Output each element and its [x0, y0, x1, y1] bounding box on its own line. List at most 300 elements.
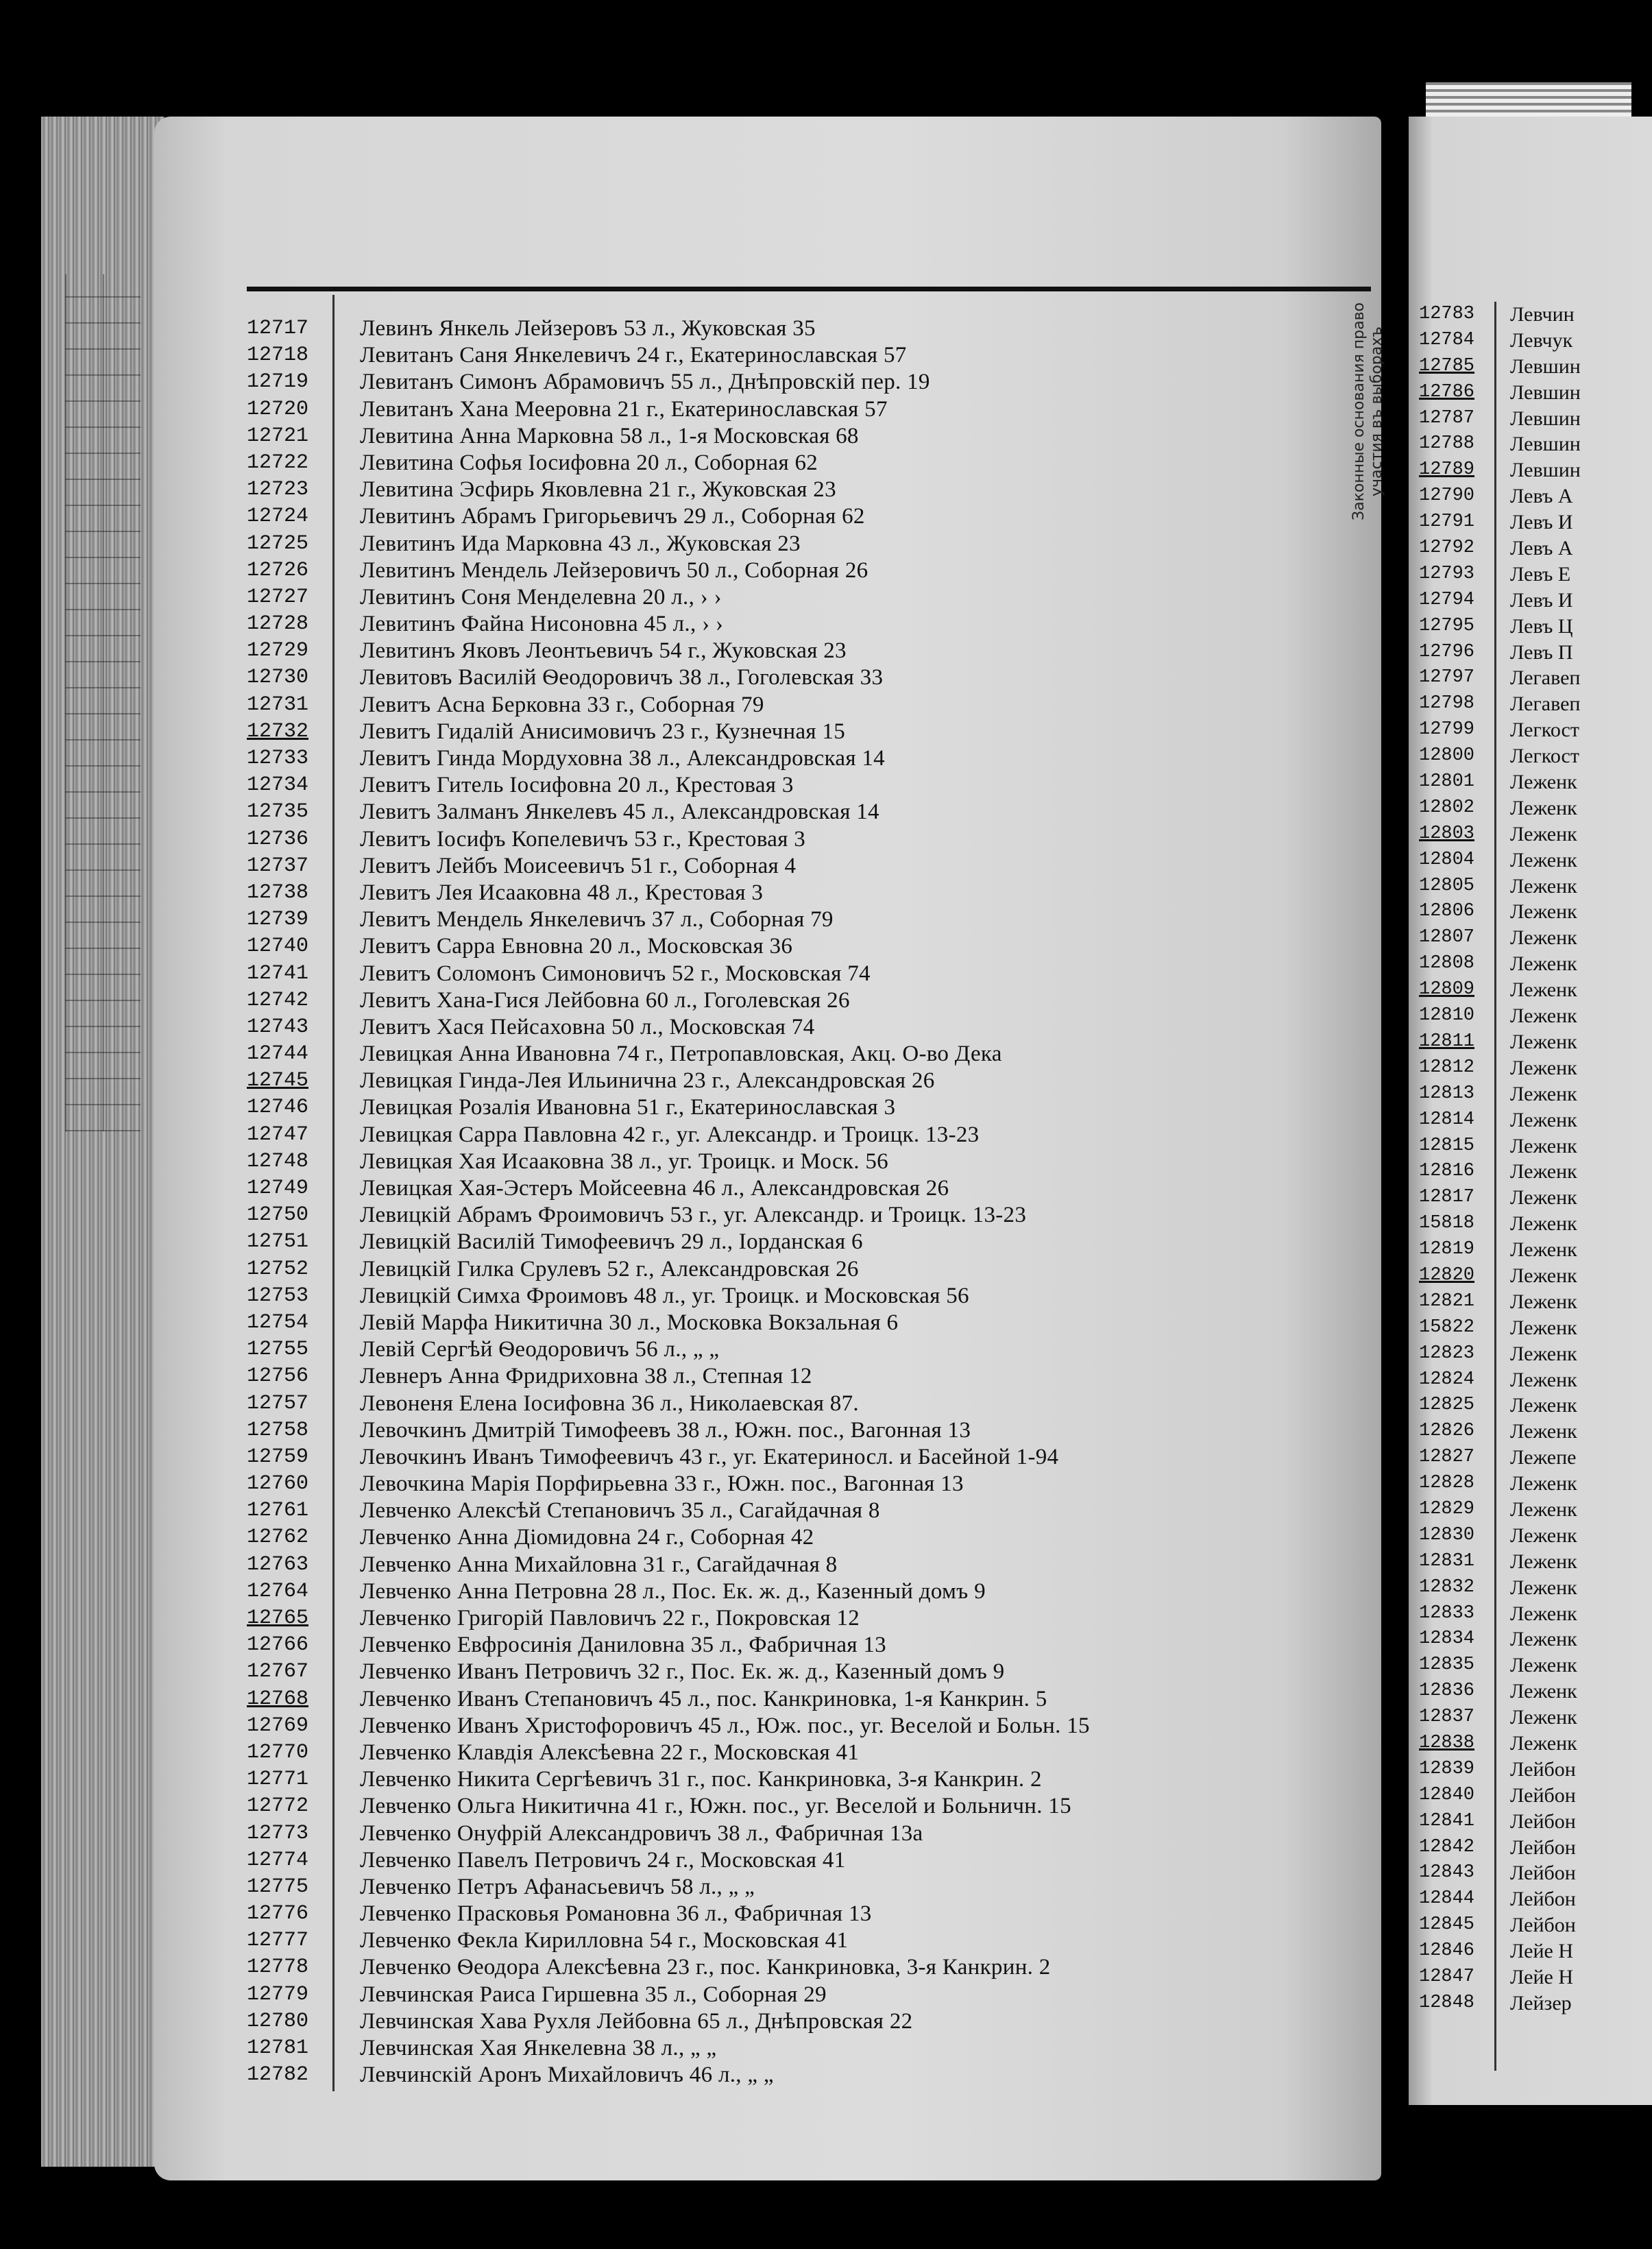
- entry-number: 12836: [1419, 1681, 1475, 1702]
- entry-number: 12805: [1419, 875, 1475, 896]
- list-row: [1419, 431, 1652, 457]
- entry-number: 12743: [247, 1015, 309, 1039]
- list-row: [247, 1229, 1371, 1255]
- entry-number: 12804: [1419, 849, 1475, 870]
- entry-text: Леженк: [1510, 1316, 1577, 1339]
- list-row: [1419, 562, 1652, 588]
- entry-number: 12722: [247, 450, 309, 474]
- entry-text: Левицкій Гилка Срулевъ 52 г., Александровская 26: [360, 1256, 859, 1282]
- entry-number: 12812: [1419, 1057, 1475, 1078]
- entry-number: 12795: [1419, 615, 1475, 636]
- entry-text: Леженк: [1510, 1342, 1577, 1365]
- entry-number: 12737: [247, 854, 309, 878]
- entry-text: Легавеп: [1510, 666, 1581, 690]
- entry-number: 12810: [1419, 1005, 1475, 1026]
- entry-number: 12847: [1419, 1967, 1475, 1987]
- entry-text: Левитъ Соломонъ Симоновичъ 52 г., Московская 74: [360, 961, 871, 986]
- entry-text: Левитанъ Симонъ Абрамовичъ 55 л., Днѣпровскій пер. 19: [360, 370, 930, 395]
- entry-number: 12754: [247, 1310, 309, 1334]
- entry-number: 12788: [1419, 433, 1475, 455]
- list-row: [247, 1498, 1371, 1524]
- entry-number: 12777: [247, 1929, 309, 1953]
- entry-number: 12833: [1419, 1602, 1475, 1624]
- list-row: [247, 584, 1371, 611]
- entry-text: Лейбон: [1510, 1757, 1576, 1781]
- entry-number: 12766: [247, 1633, 309, 1657]
- entry-text: Левитинъ Соня Менделевна 20 л., › ›: [360, 584, 722, 610]
- list-row: [247, 961, 1371, 987]
- list-row: [247, 315, 1371, 342]
- entry-text: Левшин: [1510, 381, 1581, 404]
- entry-text: Левченко Иванъ Петровичъ 32 г., Пос. Ек. ж. д., Казенный домъ 9: [360, 1659, 1005, 1685]
- list-row: [1419, 1419, 1652, 1445]
- right-voter-list: [1419, 302, 1652, 2017]
- list-row: [1419, 1731, 1652, 1757]
- entry-number: 12844: [1419, 1888, 1475, 1910]
- list-row: [1419, 795, 1652, 821]
- entry-text: Левицкая Сарра Павловна 42 г., уг. Александр. и Троицк. 13-23: [360, 1122, 980, 1147]
- entry-text: Левшин: [1510, 407, 1581, 430]
- entry-text: Леженк: [1510, 771, 1577, 794]
- entry-text: Левитъ Асна Берковна 33 г., Соборная 79: [360, 692, 764, 717]
- list-row: [1419, 614, 1652, 640]
- list-row: [247, 1766, 1371, 1793]
- list-row: [247, 1901, 1371, 1927]
- entry-text: Левчинская Раиса Гиршевна 35 л., Соборная 29: [360, 1982, 827, 2007]
- list-row: [1419, 1835, 1652, 1861]
- list-row: [247, 1122, 1371, 1148]
- list-row: [247, 557, 1371, 584]
- entry-text: Леженк: [1510, 1654, 1577, 1677]
- entry-number: 12817: [1419, 1187, 1475, 1208]
- list-row: [1419, 743, 1652, 769]
- entry-number: 12820: [1419, 1264, 1475, 1286]
- entry-number: 12724: [247, 505, 309, 529]
- list-row: [1419, 1497, 1652, 1523]
- entry-number: 12781: [247, 2036, 309, 2060]
- list-row: [1419, 536, 1652, 562]
- entry-text: Леженк: [1510, 1264, 1577, 1287]
- list-row: [1419, 1523, 1652, 1549]
- entry-text: Левитъ Залманъ Янкелевъ 45 л., Александровская 14: [360, 799, 879, 825]
- list-row: [247, 1552, 1371, 1578]
- entry-number: 12811: [1419, 1031, 1475, 1052]
- entry-number: 12780: [247, 2009, 309, 2033]
- entry-number: 12829: [1419, 1498, 1475, 1519]
- list-row: [247, 1713, 1371, 1740]
- entry-number: 12840: [1419, 1784, 1475, 1805]
- entry-number: 12729: [247, 639, 309, 663]
- entry-number: 12789: [1419, 459, 1475, 481]
- entry-text: Левитъ Гитель Іосифовна 20 л., Крестовая 3: [360, 773, 794, 798]
- list-row: [247, 2008, 1371, 2035]
- entry-number: 12718: [247, 344, 309, 368]
- list-row: [1419, 1938, 1652, 1964]
- entry-text: Левитинъ Яковъ Леонтьевичъ 54 г., Жуковская 23: [360, 638, 847, 664]
- entry-text: Левченко Ѳеодора Алексѣевна 23 г., пос. Канкриновка, 3-я Канкрин. 2: [360, 1955, 1051, 1980]
- list-row: [1419, 1237, 1652, 1263]
- list-row: [1419, 1159, 1652, 1185]
- list-row: [247, 1068, 1371, 1094]
- list-row: [247, 826, 1371, 853]
- list-row: [247, 1982, 1371, 2008]
- entry-text: Левитанъ Саня Янкелевичъ 24 г., Екатеринославская 57: [360, 343, 907, 368]
- list-row: [247, 799, 1371, 826]
- entry-text: Левицкій Симха Фроимовъ 48 л., уг. Троицк. и Московская 56: [360, 1283, 969, 1308]
- entry-text: Легкост: [1510, 719, 1579, 742]
- entry-text: Леженк: [1510, 822, 1577, 845]
- list-row: [1419, 1601, 1652, 1627]
- entry-text: Леженк: [1510, 1108, 1577, 1131]
- entry-text: Левъ Ц: [1510, 614, 1573, 638]
- entry-text: Лейбон: [1510, 1888, 1576, 1911]
- list-row: [1419, 1471, 1652, 1497]
- entry-number: 12846: [1419, 1940, 1475, 1962]
- entry-text: Левитъ Сарра Евновна 20 л., Московская 36: [360, 934, 793, 959]
- voter-list: [247, 315, 1371, 2089]
- list-row: [1419, 457, 1652, 483]
- entry-number: 12741: [247, 961, 309, 985]
- list-row: [247, 1578, 1371, 1605]
- list-row: [247, 692, 1371, 719]
- list-row: [247, 477, 1371, 503]
- entry-number: 12839: [1419, 1758, 1475, 1779]
- entry-text: Легавеп: [1510, 693, 1581, 716]
- entry-number: 12749: [247, 1177, 309, 1200]
- entry-text: Левинъ Янкель Лейзеровъ 53 л., Жуковская 35: [360, 316, 816, 341]
- entry-number: 12723: [247, 478, 309, 502]
- entry-text: Леженк: [1510, 900, 1577, 924]
- entry-text: Левченко Григорій Павловичъ 22 г., Покровская 12: [360, 1606, 860, 1631]
- entry-text: Левицкая Гинда-Лея Ильинична 23 г., Александровская 26: [360, 1068, 935, 1094]
- entry-number: 12761: [247, 1499, 309, 1523]
- entry-text: Левицкая Хая Исааковна 38 л., уг. Троицк. и Моск. 56: [360, 1148, 888, 1174]
- entry-text: Левитъ Лейбъ Моисеевичъ 51 г., Соборная 4: [360, 853, 797, 878]
- list-row: [1419, 1809, 1652, 1835]
- entry-text: Леженк: [1510, 874, 1577, 898]
- entry-number: 12783: [1419, 304, 1475, 324]
- entry-number: 12717: [247, 317, 309, 340]
- list-row: [1419, 847, 1652, 874]
- entry-text: Левитина Софья Іосифовна 20 л., Соборная 62: [360, 450, 818, 475]
- list-row: [1419, 874, 1652, 900]
- entry-number: 12769: [247, 1713, 309, 1737]
- entry-number: 12740: [247, 935, 309, 959]
- entry-number: 12785: [1419, 355, 1475, 376]
- entry-number: 12732: [247, 719, 309, 743]
- page-fold-strip: [1426, 82, 1631, 117]
- list-row: [247, 880, 1371, 906]
- entry-number: 12748: [247, 1149, 309, 1173]
- list-row: [247, 1014, 1371, 1041]
- entry-text: Лейзер: [1510, 1991, 1572, 2015]
- list-row: [247, 1659, 1371, 1685]
- list-row: [247, 369, 1371, 396]
- entry-text: Лейе Н: [1510, 1940, 1573, 1963]
- entry-text: Леженк: [1510, 1472, 1577, 1495]
- list-row: [1419, 977, 1652, 1003]
- entry-number: 12826: [1419, 1421, 1475, 1442]
- entry-text: Леженк: [1510, 1550, 1577, 1573]
- list-row: [1419, 302, 1652, 328]
- list-row: [247, 745, 1371, 772]
- entry-text: Левій Марфа Никитична 30 л., Московка Вокзальная 6: [360, 1310, 899, 1335]
- list-row: [247, 1336, 1371, 1363]
- entry-text: Левчук: [1510, 328, 1573, 352]
- list-row: [1419, 588, 1652, 614]
- list-row: [247, 1202, 1371, 1229]
- entry-text: Леженк: [1510, 1680, 1577, 1703]
- entry-text: Леженк: [1510, 1368, 1577, 1391]
- list-row: [1419, 1912, 1652, 1938]
- list-row: [247, 1283, 1371, 1310]
- entry-number: 12831: [1419, 1550, 1475, 1572]
- entry-number: 12800: [1419, 745, 1475, 767]
- entry-text: Левченко Анна Михайловна 31 г., Сагайдачная 8: [360, 1552, 838, 1577]
- entry-text: Левитъ Гидалій Анисимовичъ 23 г., Кузнечная 15: [360, 719, 846, 744]
- entry-text: Леженк: [1510, 1524, 1577, 1547]
- entry-number: 12750: [247, 1203, 309, 1227]
- entry-text: Левитинъ Мендель Лейзеровичъ 50 л., Соборная 26: [360, 557, 868, 583]
- entry-text: Лейбон: [1510, 1836, 1576, 1859]
- entry-text: Левшин: [1510, 459, 1581, 482]
- entry-text: Леженк: [1510, 1731, 1577, 1755]
- entry-text: Левчинская Хая Янкелевна 38 л., „ „: [360, 2036, 717, 2060]
- list-row: [1419, 483, 1652, 509]
- entry-number: 12727: [247, 585, 309, 609]
- entry-text: Левченко Клавдія Алексѣевна 22 г., Московская 41: [360, 1740, 860, 1765]
- entry-number: 12739: [247, 908, 309, 932]
- entry-number: 12803: [1419, 823, 1475, 844]
- entry-number: 12790: [1419, 485, 1475, 507]
- entry-number: 12824: [1419, 1369, 1475, 1390]
- list-row: [1419, 1263, 1652, 1289]
- entry-number: 12721: [247, 424, 309, 448]
- list-row: [1419, 1185, 1652, 1211]
- entry-text: Левицкая Анна Ивановна 74 г., Петропавловская, Акц. О-во Дека: [360, 1042, 1002, 1067]
- list-row: [247, 1820, 1371, 1847]
- list-row: [1419, 328, 1652, 354]
- entry-number: 12731: [247, 693, 309, 717]
- entry-number: 12793: [1419, 563, 1475, 584]
- list-row: [247, 1391, 1371, 1417]
- list-row: [247, 1148, 1371, 1175]
- entry-number: 12782: [247, 2063, 309, 2087]
- entry-number: 12744: [247, 1042, 309, 1066]
- list-row: [1419, 354, 1652, 380]
- entry-number: 12784: [1419, 329, 1475, 350]
- entry-text: Левъ А: [1510, 485, 1573, 508]
- entry-number: 12848: [1419, 1992, 1475, 2013]
- list-row: [247, 719, 1371, 745]
- entry-number: 12776: [247, 1902, 309, 1926]
- entry-text: Левчинскій Аронъ Михайловичъ 46 л., „ „: [360, 2062, 774, 2088]
- entry-number: 12760: [247, 1472, 309, 1496]
- list-row: [1419, 1705, 1652, 1731]
- list-row: [247, 2035, 1371, 2062]
- entry-text: Левицкая Розалія Ивановна 51 г., Екатеринославская 3: [360, 1095, 896, 1120]
- entry-text: Левнеръ Анна Фридриховна 38 л., Степная 12: [360, 1364, 812, 1389]
- entry-text: Леженк: [1510, 1212, 1577, 1236]
- entry-number: 12845: [1419, 1914, 1475, 1936]
- entry-text: Левитинъ Файна Нисоновна 45 л., › ›: [360, 612, 724, 637]
- list-row: [247, 423, 1371, 450]
- entry-text: Левитинъ Абрамъ Григорьевичъ 29 л., Соборная 62: [360, 504, 865, 529]
- entry-number: 12792: [1419, 538, 1475, 559]
- entry-number: 12736: [247, 827, 309, 851]
- entry-number: 15818: [1419, 1213, 1475, 1234]
- entry-text: Левитовъ Василій Ѳеодоровичъ 38 л., Гоголевская 33: [360, 665, 884, 690]
- header-rule: [247, 287, 1371, 291]
- entry-text: Леженк: [1510, 1628, 1577, 1651]
- list-row: [1419, 1341, 1652, 1367]
- entry-text: Левченко Никита Сергѣевичъ 31 г., пос. Канкриновка, 3-я Канкрин. 2: [360, 1767, 1042, 1792]
- list-row: [247, 531, 1371, 557]
- entry-text: Левченко Анна Діомидовна 24 г., Соборная 42: [360, 1525, 814, 1550]
- list-row: [1419, 1315, 1652, 1341]
- list-row: [1419, 899, 1652, 925]
- entry-number: 12735: [247, 800, 309, 824]
- entry-number: 12773: [247, 1821, 309, 1845]
- list-row: [247, 1927, 1371, 1954]
- entry-text: Левитъ Гинда Мордуховна 38 л., Александровская 14: [360, 746, 885, 771]
- entry-text: Леженк: [1510, 978, 1577, 1002]
- entry-text: Леженк: [1510, 1394, 1577, 1417]
- entry-text: Левицкій Абрамъ Фроимовичъ 53 г., уг. Александр. и Троицк. 13-23: [360, 1203, 1027, 1228]
- entry-text: Левченко Прасковья Романовна 36 л., Фабричная 13: [360, 1901, 872, 1927]
- entry-text: Леженк: [1510, 1498, 1577, 1521]
- entry-number: 12801: [1419, 771, 1475, 793]
- list-row: [247, 1175, 1371, 1202]
- list-row: [247, 450, 1371, 477]
- list-row: [247, 1041, 1371, 1068]
- entry-number: 12807: [1419, 927, 1475, 948]
- entry-number: 12835: [1419, 1655, 1475, 1676]
- list-row: [1419, 509, 1652, 536]
- entry-text: Левченко Иванъ Степановичъ 45 л., пос. Канкриновка, 1-я Канкрин. 5: [360, 1686, 1047, 1711]
- list-row: [247, 664, 1371, 691]
- entry-text: Левитъ Хана-Гися Лейбовна 60 л., Гоголевская 26: [360, 987, 850, 1013]
- list-row: [1419, 769, 1652, 795]
- entry-text: Леженк: [1510, 1238, 1577, 1262]
- list-row: [247, 906, 1371, 933]
- list-row: [247, 772, 1371, 799]
- entry-text: Левчин: [1510, 303, 1575, 326]
- entry-text: Левченко Евфросинія Даниловна 35 л., Фабричная 13: [360, 1633, 886, 1658]
- entry-number: 12832: [1419, 1576, 1475, 1598]
- list-row: [1419, 1029, 1652, 1055]
- entry-number: 12843: [1419, 1862, 1475, 1884]
- entry-number: 12821: [1419, 1290, 1475, 1312]
- list-row: [247, 1363, 1371, 1390]
- entry-number: 12787: [1419, 407, 1475, 429]
- list-row: [1419, 717, 1652, 743]
- entry-text: Лейбон: [1510, 1914, 1576, 1937]
- list-row: [1419, 1757, 1652, 1783]
- list-row: [1419, 1652, 1652, 1679]
- list-row: [1419, 1003, 1652, 1029]
- list-row: [1419, 1991, 1652, 2017]
- entry-text: Левъ А: [1510, 537, 1573, 560]
- entry-text: Левитина Эсфирь Яковлевна 21 г., Жуковская 23: [360, 477, 836, 503]
- entry-text: Леженк: [1510, 1160, 1577, 1183]
- entry-number: 12779: [247, 1982, 309, 2006]
- entry-text: Левченко Анна Петровна 28 л., Пос. Ек. ж. д., Казенный домъ 9: [360, 1578, 986, 1604]
- entry-number: 12734: [247, 773, 309, 797]
- entry-text: Левченко Ольга Никитична 41 г., Южн. пос., уг. Веселой и Больничн. 15: [360, 1794, 1071, 1819]
- entry-number: 12771: [247, 1768, 309, 1792]
- entry-text: Леженк: [1510, 1706, 1577, 1729]
- entry-text: Левитъ Хася Пейсаховна 50 л., Московская 74: [360, 1014, 815, 1039]
- entry-number: 12719: [247, 370, 309, 394]
- entry-text: Леженк: [1510, 1082, 1577, 1105]
- list-row: [1419, 925, 1652, 951]
- entry-number: 12726: [247, 558, 309, 582]
- entry-number: 12768: [247, 1687, 309, 1711]
- entry-number: 12797: [1419, 667, 1475, 688]
- list-row: [1419, 1107, 1652, 1133]
- entry-text: Левченко Петръ Афанасьевичъ 58 л., „ „: [360, 1874, 755, 1899]
- list-row: [247, 933, 1371, 960]
- list-row: [1419, 1860, 1652, 1886]
- entry-text: Левъ Е: [1510, 562, 1571, 586]
- torn-page-grid: [65, 274, 141, 1131]
- entry-number: 12772: [247, 1794, 309, 1818]
- entry-text: Левитъ Лея Исааковна 48 л., Крестовая 3: [360, 880, 764, 905]
- list-row: [247, 1524, 1371, 1551]
- entry-number: 12738: [247, 880, 309, 904]
- list-row: [1419, 821, 1652, 847]
- entry-text: Левочкина Марія Порфирьевна 33 г., Южн. пос., Вагонная 13: [360, 1471, 964, 1497]
- entry-number: 12815: [1419, 1135, 1475, 1156]
- entry-text: Леженк: [1510, 848, 1577, 871]
- list-row: [1419, 1575, 1652, 1601]
- entry-number: 12752: [247, 1257, 309, 1281]
- entry-text: Леженк: [1510, 1186, 1577, 1210]
- list-row: [1419, 406, 1652, 432]
- entry-number: 12794: [1419, 589, 1475, 610]
- entry-text: Лейбон: [1510, 1809, 1576, 1833]
- entry-text: Левій Сергѣй Ѳеодоровичъ 56 л., „ „: [360, 1337, 720, 1362]
- entry-number: 15822: [1419, 1316, 1475, 1338]
- entry-text: Лейбон: [1510, 1862, 1576, 1885]
- entry-number: 12758: [247, 1418, 309, 1442]
- entry-number: 12745: [247, 1069, 309, 1093]
- entry-number: 12830: [1419, 1524, 1475, 1546]
- entry-number: 12774: [247, 1848, 309, 1872]
- list-row: [247, 1256, 1371, 1283]
- list-row: [247, 1632, 1371, 1659]
- list-row: [1419, 1133, 1652, 1159]
- entry-text: Леженк: [1510, 1030, 1577, 1053]
- list-row: [1419, 1393, 1652, 1419]
- entry-text: Левченко Иванъ Христофоровичъ 45 л., Юж. пос., уг. Веселой и Больн. 15: [360, 1713, 1090, 1738]
- entry-number: 12770: [247, 1740, 309, 1764]
- entry-text: Лежепе: [1510, 1446, 1577, 1469]
- entry-text: Левитинъ Ида Марковна 43 л., Жуковская 23: [360, 531, 801, 556]
- list-row: [247, 396, 1371, 423]
- entry-number: 12767: [247, 1660, 309, 1684]
- list-row: [1419, 1886, 1652, 1912]
- entry-text: Лейбон: [1510, 1783, 1576, 1807]
- margin-note: Законные основания право участия въ выборахъ: [1350, 302, 1385, 521]
- entry-text: Левчинская Хава Рухля Лейбовна 65 л., Днѣпровская 22: [360, 2008, 913, 2034]
- list-row: [1419, 1626, 1652, 1652]
- entry-text: Левъ И: [1510, 588, 1573, 612]
- entry-text: Левченко Фекла Кирилловна 54 г., Московская 41: [360, 1928, 849, 1953]
- entry-number: 12842: [1419, 1836, 1475, 1857]
- list-row: [1419, 1211, 1652, 1237]
